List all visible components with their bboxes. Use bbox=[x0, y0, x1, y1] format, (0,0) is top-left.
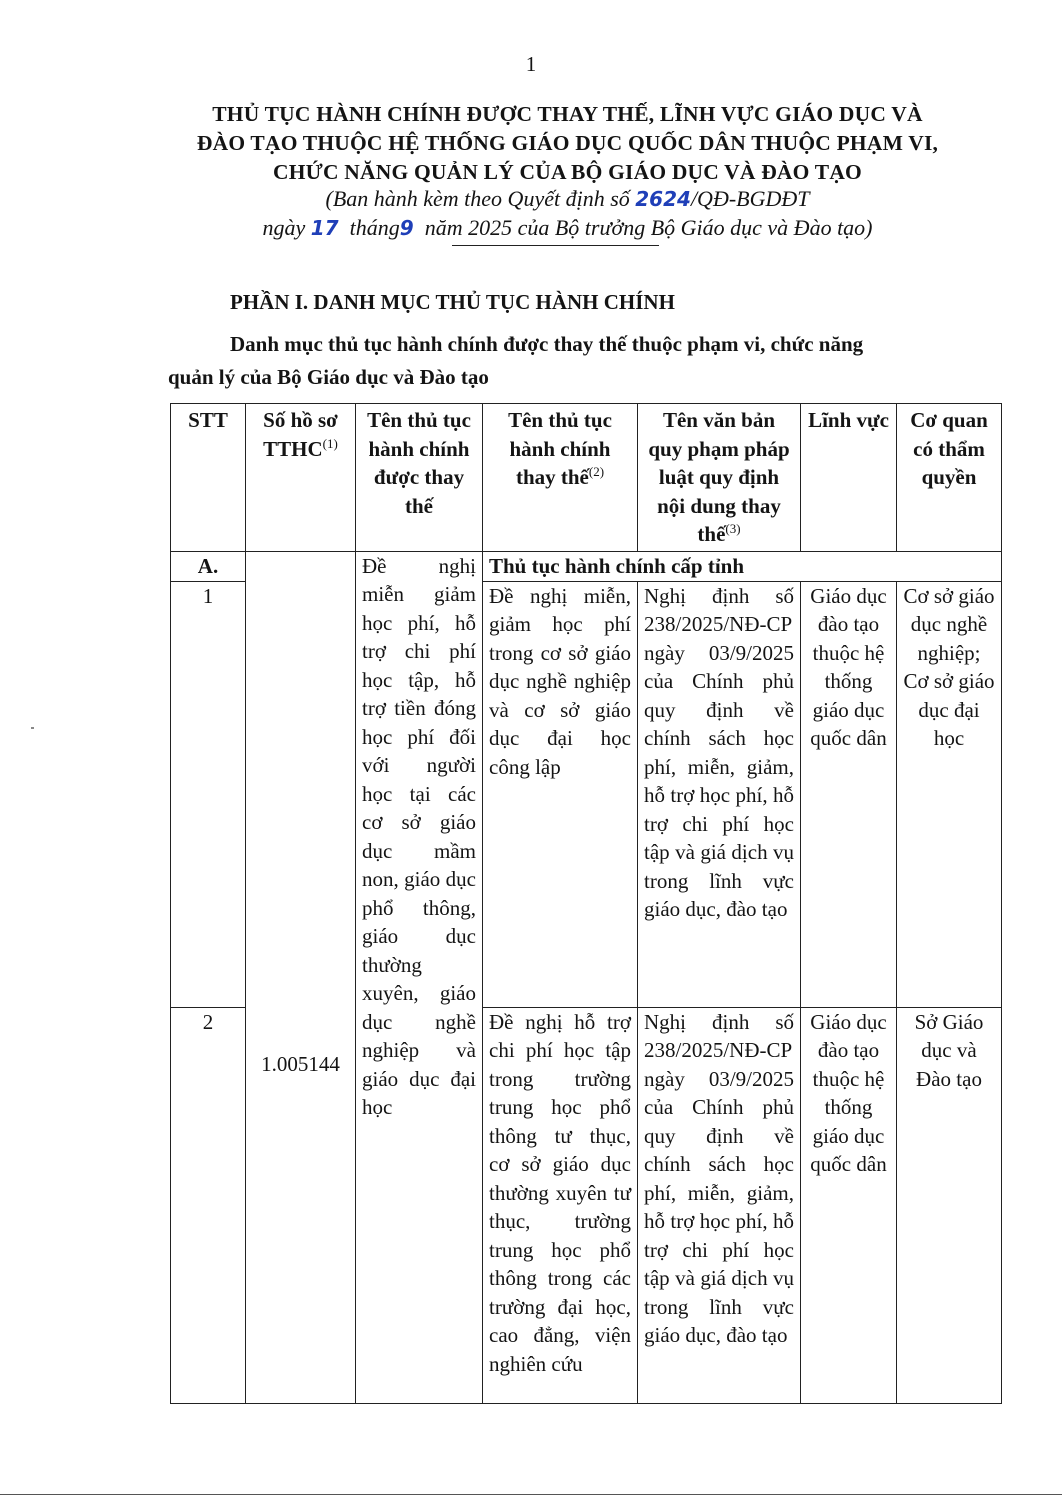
row-2-field: Giáo dục đào tạo thuộc hệ thống giáo dục quốc dân bbox=[801, 1007, 897, 1403]
group-label: Thủ tục hành chính cấp tỉnh bbox=[483, 551, 1002, 581]
section-heading: PHẦN I. DANH MỤC THỦ TỤC HÀNH CHÍNH bbox=[230, 290, 675, 314]
shared-replaced-name: Đề nghị miễn giảm học phí, hỗ trợ chi phí học tập, hỗ trợ tiền đóng học phí đối với người học tại các cơ sở giáo dục mầm non, giáo dục phổ thông, giáo dục thường xuyên, giáo dục nghề nghiệp và giáo dục đại học bbox=[356, 551, 483, 1403]
header-authority: Cơ quan có thẩm quyền bbox=[897, 404, 1002, 552]
month-label: tháng bbox=[349, 215, 400, 240]
procedure-table bbox=[170, 403, 1002, 1404]
row-2-replacing-name: Đề nghị hỗ trợ chi phí học tập trong trường trung học phổ thông tư thục, cơ sở giáo dục thường xuyên tư thục, trường trung học phổ thông trong các trường đại học, cao đẳng, viện nghiên cứu bbox=[483, 1007, 638, 1403]
header-replacing-name: Tên thủ tục hành chính thay thế$^{(2)}$ bbox=[483, 404, 638, 552]
title-line-3: CHỨC NĂNG QUẢN LÝ CỦA BỘ GIÁO DỤC VÀ ĐÀO TẠO bbox=[273, 160, 862, 184]
decision-reference bbox=[120, 186, 1015, 212]
document-title bbox=[120, 100, 1015, 187]
decision-prefix: (Ban hành kèm theo Quyết định số bbox=[325, 186, 630, 211]
intro-paragraph bbox=[168, 328, 978, 394]
row-2-legal-doc: Nghị định số 238/2025/NĐ-CP ngày 03/9/2025 của Chính phủ quy định về chính sách học phí, miễn, giảm, hỗ trợ học phí, hỗ trợ chi phí học tập và giá dịch vụ trong lĩnh vực giáo dục, đào tạo bbox=[638, 1007, 801, 1403]
row-2-stt: 2 bbox=[171, 1007, 246, 1403]
date-underline bbox=[452, 245, 659, 246]
title-line-2: ĐÀO TẠO THUỘC HỆ THỐNG GIÁO DỤC QUỐC DÂN THUỘC PHẠM VI, bbox=[196, 131, 939, 155]
row-1-field: Giáo dục đào tạo thuộc hệ thống giáo dục quốc dân bbox=[801, 581, 897, 1007]
handwritten-day: 17 bbox=[310, 216, 339, 240]
page-bottom-edge bbox=[0, 1494, 1062, 1495]
header-code: Số hồ sơ TTHC$^{(1)}$ bbox=[246, 404, 356, 552]
row-1-legal-doc: Nghị định số 238/2025/NĐ-CP ngày 03/9/2025 của Chính phủ quy định về chính sách học phí, miễn, giảm, hỗ trợ học phí, hỗ trợ chi phí học tập và giá dịch vụ trong lĩnh vực giáo dục, đào tạo bbox=[638, 581, 801, 1007]
row-2-authority: Sở Giáo dục và Đào tạo bbox=[897, 1007, 1002, 1403]
header-stt: STT bbox=[171, 404, 246, 552]
group-row bbox=[171, 551, 1002, 581]
header-replaced-name: Tên thủ tục hành chính được thay thế bbox=[356, 404, 483, 552]
decision-suffix: /QĐ-BGDĐT bbox=[690, 186, 810, 211]
day-label: ngày bbox=[262, 215, 306, 240]
handwritten-month: 9 bbox=[399, 216, 414, 240]
page-number: 1 bbox=[525, 52, 537, 76]
group-stt: A. bbox=[171, 551, 246, 581]
row-1-authority: Cơ sở giáo dục nghề nghiệp; Cơ sở giáo dục đại học bbox=[897, 581, 1002, 1007]
title-line-1: THỦ TỤC HÀNH CHÍNH ĐƯỢC THAY THẾ, LĨNH VỰC GIÁO DỤC VÀ bbox=[212, 102, 923, 126]
year-text: năm 2025 của Bộ trưởng Bộ Giáo dục và Đào tạo) bbox=[424, 215, 873, 240]
row-1-stt: 1 bbox=[171, 581, 246, 1007]
intro-line-2: quản lý của Bộ Giáo dục và Đào tạo bbox=[168, 365, 489, 389]
row-1-replacing-name: Đề nghị miễn, giảm học phí trong cơ sở giáo dục nghề nghiệp và cơ sở giáo dục đại học công lập bbox=[483, 581, 638, 1007]
decision-date bbox=[120, 215, 1015, 241]
handwritten-decision-number: 2624 bbox=[635, 187, 691, 211]
intro-line-1: Danh mục thủ tục hành chính được thay thế thuộc phạm vi, chức năng bbox=[230, 332, 864, 356]
shared-code-cell bbox=[246, 551, 356, 1403]
header-legal-doc: Tên văn bản quy phạm pháp luật quy định nội dung thay thế$^{(3)}$ bbox=[638, 404, 801, 552]
header-field: Lĩnh vực bbox=[801, 404, 897, 552]
table-header-row bbox=[171, 404, 1002, 552]
procedure-code: 1.005144 bbox=[261, 1052, 340, 1076]
scan-artifact bbox=[31, 727, 34, 729]
